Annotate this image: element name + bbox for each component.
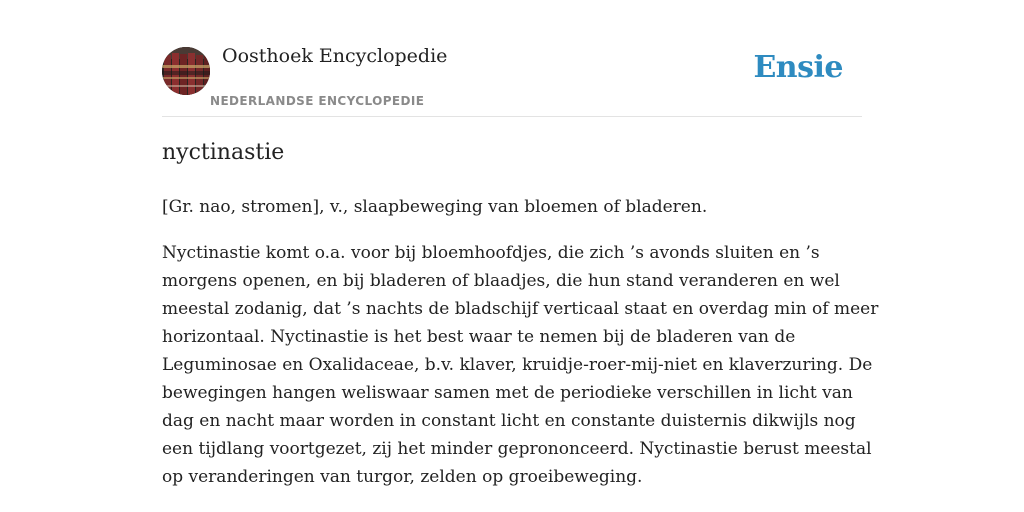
body-line: Leguminosae en Oxalidaceae, b.v. klaver, kruidje-roer-mij-niet en klaverzuring. De bbox=[162, 355, 873, 375]
body-line: horizontaal. Nyctinastie is het best waar te nemen bij de bladeren van de bbox=[162, 327, 796, 347]
site-title[interactable]: Oosthoek Encyclopedie bbox=[222, 45, 448, 67]
entry-body bbox=[162, 239, 879, 491]
body-line: op veranderingen van turgor, zelden op groeibeweging. bbox=[162, 467, 643, 487]
site-subtitle: NEDERLANDSE ENCYCLOPEDIE bbox=[210, 94, 425, 108]
body-line: morgens openen, en bij bladeren of blaadjes, die hun stand veranderen en wel bbox=[162, 271, 840, 291]
body-line: Nyctinastie komt o.a. voor bij bloemhoofdjes, die zich ’s avonds sluiten en ’s bbox=[162, 243, 820, 263]
entry-definition: [Gr. nao, stromen], v., slaapbeweging van bloemen of bladeren. bbox=[162, 197, 708, 217]
entry-title: nyctinastie bbox=[162, 140, 285, 165]
body-line: een tijdlang voortgezet, zij het minder geprononceerd. Nyctinastie berust meestal bbox=[162, 439, 872, 459]
body-line: bewegingen hangen weliswaar samen met de periodieke verschillen in licht van bbox=[162, 383, 853, 403]
body-line: meestal zodanig, dat ’s nachts de bladschijf verticaal staat en overdag min of meer bbox=[162, 299, 879, 319]
encyclopedia-books-avatar[interactable] bbox=[162, 47, 210, 95]
books-image bbox=[162, 47, 210, 95]
body-line: dag en nacht maar worden in constant licht en constante duisternis dikwijls nog bbox=[162, 411, 856, 431]
ensie-logo-link[interactable]: Ensie bbox=[753, 50, 843, 85]
header bbox=[162, 40, 862, 117]
